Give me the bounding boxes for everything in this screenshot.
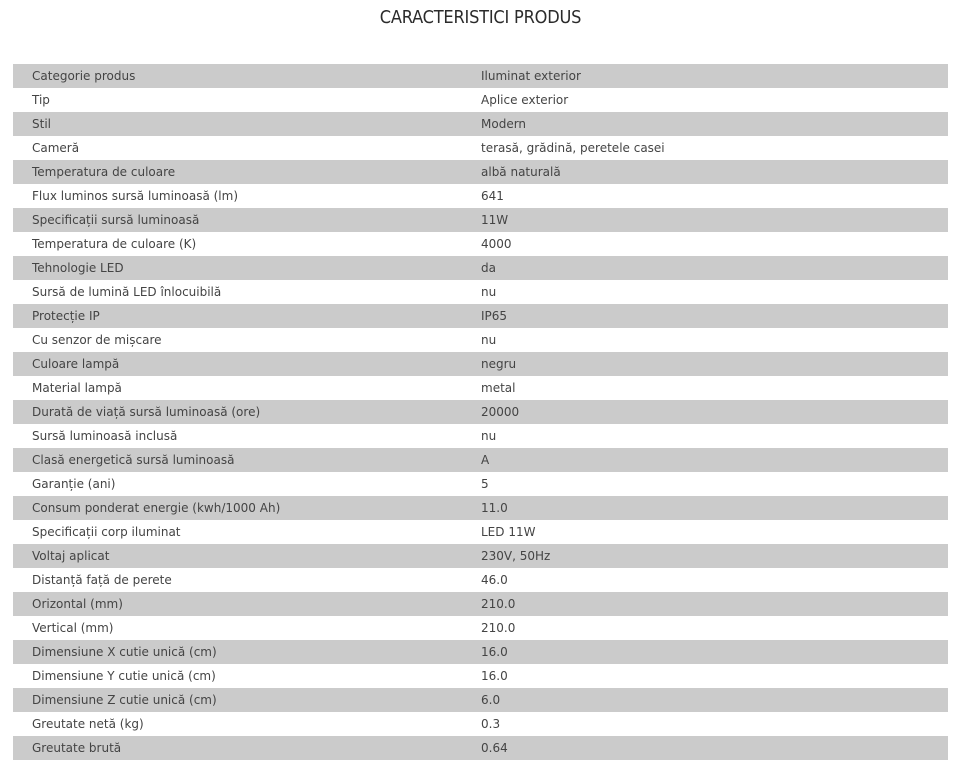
spec-row: [13, 184, 948, 208]
spec-value: A: [481, 448, 948, 472]
spec-value: 0.64: [481, 736, 948, 760]
spec-label: Flux luminos sursă luminoasă (lm): [13, 184, 481, 208]
spec-row: [13, 112, 948, 136]
spec-value: 11W: [481, 208, 948, 232]
spec-label: Vertical (mm): [13, 616, 481, 640]
spec-label: Clasă energetică sursă luminoasă: [13, 448, 481, 472]
spec-row: [13, 616, 948, 640]
spec-value: nu: [481, 280, 948, 304]
spec-value: 4000: [481, 232, 948, 256]
spec-row: [13, 712, 948, 736]
spec-value: Modern: [481, 112, 948, 136]
spec-value: 46.0: [481, 568, 948, 592]
spec-label: Greutate brută: [13, 736, 481, 760]
spec-row: [13, 640, 948, 664]
spec-value: 11.0: [481, 496, 948, 520]
spec-row: [13, 448, 948, 472]
spec-label: Cameră: [13, 136, 481, 160]
spec-row: [13, 136, 948, 160]
spec-value: 16.0: [481, 640, 948, 664]
spec-row: [13, 472, 948, 496]
spec-label: Categorie produs: [13, 64, 481, 88]
spec-value: terasă, grădină, peretele casei: [481, 136, 948, 160]
spec-label: Cu senzor de mișcare: [13, 328, 481, 352]
spec-value: negru: [481, 352, 948, 376]
spec-value: metal: [481, 376, 948, 400]
spec-value: 230V, 50Hz: [481, 544, 948, 568]
spec-row: [13, 64, 948, 88]
spec-label: Dimensiune Y cutie unică (cm): [13, 664, 481, 688]
spec-label: Sursă luminoasă inclusă: [13, 424, 481, 448]
spec-label: Temperatura de culoare: [13, 160, 481, 184]
spec-label: Specificații corp iluminat: [13, 520, 481, 544]
spec-label: Greutate netă (kg): [13, 712, 481, 736]
spec-row: [13, 256, 948, 280]
specifications-table-body: [13, 64, 948, 760]
spec-value: 16.0: [481, 664, 948, 688]
spec-value: 5: [481, 472, 948, 496]
spec-row: [13, 400, 948, 424]
spec-label: Sursă de lumină LED înlocuibilă: [13, 280, 481, 304]
spec-value: nu: [481, 424, 948, 448]
spec-label: Distanță față de perete: [13, 568, 481, 592]
spec-row: [13, 592, 948, 616]
spec-label: Dimensiune X cutie unică (cm): [13, 640, 481, 664]
spec-value: da: [481, 256, 948, 280]
spec-label: Consum ponderat energie (kwh/1000 Ah): [13, 496, 481, 520]
spec-row: [13, 352, 948, 376]
specifications-table: [13, 64, 948, 760]
spec-row: [13, 544, 948, 568]
spec-label: Orizontal (mm): [13, 592, 481, 616]
spec-value: 210.0: [481, 592, 948, 616]
spec-value: Aplice exterior: [481, 88, 948, 112]
spec-row: [13, 736, 948, 760]
spec-label: Tip: [13, 88, 481, 112]
spec-label: Culoare lampă: [13, 352, 481, 376]
spec-label: Protecție IP: [13, 304, 481, 328]
spec-value: 641: [481, 184, 948, 208]
spec-row: [13, 328, 948, 352]
spec-value: nu: [481, 328, 948, 352]
spec-label: Tehnologie LED: [13, 256, 481, 280]
spec-label: Temperatura de culoare (K): [13, 232, 481, 256]
spec-row: [13, 232, 948, 256]
spec-row: [13, 376, 948, 400]
spec-row: [13, 88, 948, 112]
spec-row: [13, 424, 948, 448]
spec-value: 20000: [481, 400, 948, 424]
spec-label: Voltaj aplicat: [13, 544, 481, 568]
spec-row: [13, 208, 948, 232]
spec-label: Durată de viață sursă luminoasă (ore): [13, 400, 481, 424]
spec-value: Iluminat exterior: [481, 64, 948, 88]
spec-label: Dimensiune Z cutie unică (cm): [13, 688, 481, 712]
spec-row: [13, 664, 948, 688]
spec-value: 210.0: [481, 616, 948, 640]
spec-value: 0.3: [481, 712, 948, 736]
spec-row: [13, 304, 948, 328]
spec-row: [13, 280, 948, 304]
spec-value: IP65: [481, 304, 948, 328]
spec-value: albă naturală: [481, 160, 948, 184]
spec-value: 6.0: [481, 688, 948, 712]
spec-label: Material lampă: [13, 376, 481, 400]
spec-label: Stil: [13, 112, 481, 136]
spec-label: Garanție (ani): [13, 472, 481, 496]
spec-row: [13, 160, 948, 184]
spec-row: [13, 496, 948, 520]
spec-row: [13, 688, 948, 712]
spec-row: [13, 520, 948, 544]
spec-row: [13, 568, 948, 592]
section-title: CARACTERISTICI PRODUS: [379, 7, 582, 28]
spec-value: LED 11W: [481, 520, 948, 544]
spec-label: Specificații sursă luminoasă: [13, 208, 481, 232]
